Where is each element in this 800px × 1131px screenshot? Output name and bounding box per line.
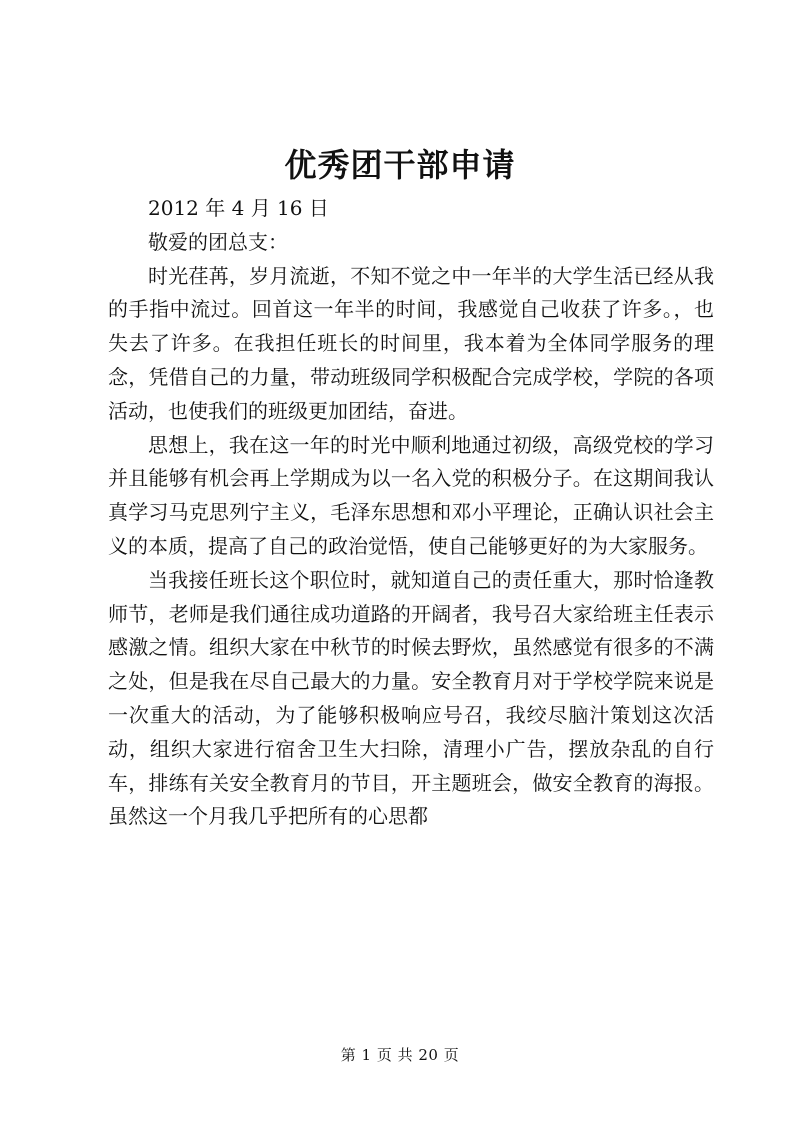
date-line: 2012 年 4 月 16 日 <box>148 196 329 220</box>
paragraph: 思想上，我在这一年的时光中顺利地通过初级，高级党校的学习并且能够有机会再上学期成为以一名入党的积极分子。在这期间我认真学习马克思列宁主义，毛泽东思想和邓小平理论，正确认识社会主义的本质，提高了自己的政治觉悟，使自己能够更好的为大家服务。 <box>108 432 714 558</box>
page-number-footer: 第 1 页 共 20 页 <box>340 1046 460 1064</box>
document-body <box>108 192 714 834</box>
salutation: 敬爱的团总支： <box>148 229 288 254</box>
document-title: 优秀团干部申请 <box>284 146 516 184</box>
paragraph: 时光荏苒，岁月流逝，不知不觉之中一年半的大学生活已经从我的手指中流过。回首这一年半的时间，我感觉自己收获了许多。，也失去了许多。在我担任班长的时间里，我本着为全体同学服务的理念，凭借自己的力量，带动班级同学积极配合完成学校，学院的各项活动，也使我们的班级更加团结，奋进。 <box>108 263 714 423</box>
paragraph: 当我接任班长这个职位时，就知道自己的责任重大，那时恰逢教师节，老师是我们通往成功道路的开阔者，我号召大家给班主任表示感激之情。组织大家在中秋节的时候去野炊，虽然感觉有很多的不满之处，但是我在尽自己最大的力量。安全教育月对于学校学院来说是一次重大的活动，为了能够积极响应号召，我绞尽脑汁策划这次活动，组织大家进行宿舍卫生大扫除，清理小广告，摆放杂乱的自行车，排练有关安全教育月的节目，开主题班会，做安全教育的海报。虽然这一个月我几乎把所有的心思都 <box>108 567 714 829</box>
